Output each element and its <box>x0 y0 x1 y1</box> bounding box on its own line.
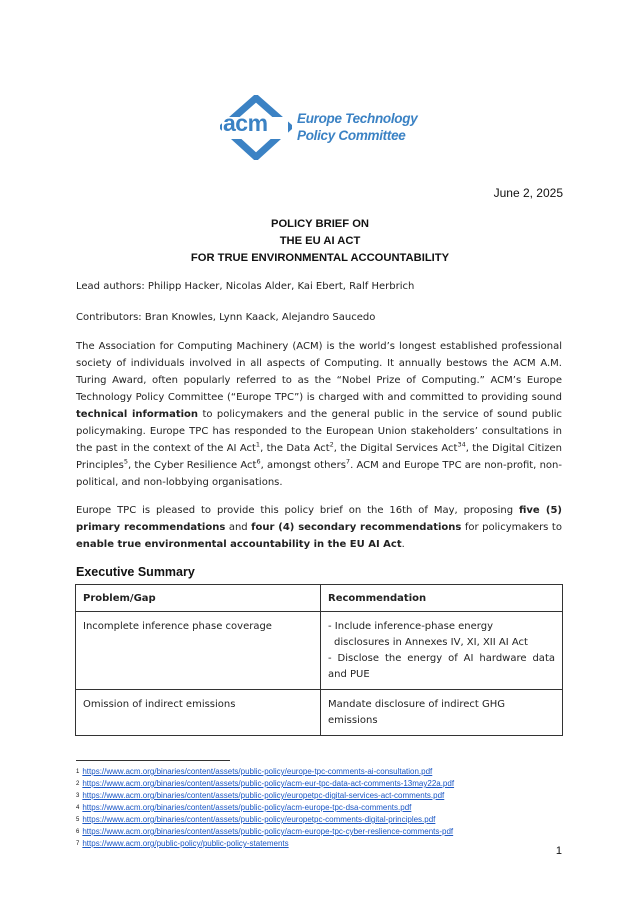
table-row <box>76 612 563 690</box>
title-line-1: POLICY BRIEF ON <box>270 218 369 230</box>
logo-committee-name <box>297 110 417 144</box>
recommendation-cell: Mandate disclosure of indirect GHG emissions <box>321 690 563 736</box>
footnote-item <box>76 790 454 802</box>
footnote-item <box>76 766 454 778</box>
logo-acm-text: acm <box>223 110 268 136</box>
footnote-link[interactable]: https://www.acm.org/binaries/content/assets/public-policy/europetpc-comments-digital-principles.pdf <box>82 815 436 824</box>
footnote-link[interactable]: https://www.acm.org/binaries/content/assets/public-policy/europe-tpc-comments-ai-consultation.pdf <box>82 767 433 776</box>
footnote-ref-5: 5 <box>123 457 128 466</box>
intro-text-2: to policymakers and the general public in the service of sound public policymaking. Europe TPC has responded to the European Union stakeholders’ consultations in the past in the context of the AI Act <box>76 409 563 454</box>
recommendation-line: disclosures in Annexes IV, XI, XII AI Act <box>334 637 528 648</box>
footnote-number: 6 <box>76 829 80 835</box>
intro-text-6: , the Cyber Resilience Act <box>128 460 257 471</box>
problem-cell: Omission of indirect emissions <box>76 690 321 736</box>
footnote-number: 4 <box>76 805 80 811</box>
intro-text-5: , the Digital Citizen Principles <box>76 443 562 471</box>
footnote-item <box>76 802 454 814</box>
executive-summary-heading: Executive Summary <box>76 565 195 579</box>
footnote-link[interactable]: https://www.acm.org/binaries/content/assets/public-policy/europetpc-digital-services-act-comments.pdf <box>82 791 445 800</box>
purpose-text-4: . <box>401 539 405 550</box>
footnote-item <box>76 838 454 850</box>
footnote-ref-7: 7 <box>345 457 351 466</box>
footnote-link[interactable]: https://www.acm.org/public-policy/public-policy-statements <box>82 839 289 848</box>
header-problem-gap: Problem/Gap <box>76 585 321 612</box>
footnote-item <box>76 826 454 838</box>
purpose-paragraph <box>76 502 562 553</box>
page-number: 1 <box>555 845 562 857</box>
title-line-3: FOR TRUE ENVIRONMENTAL ACCOUNTABILITY <box>190 252 450 264</box>
acm-europe-tpc-logo <box>220 95 420 160</box>
document-title <box>0 216 640 267</box>
purpose-text-2: and <box>228 522 248 533</box>
footnote-number: 2 <box>76 781 80 787</box>
footnote-ref-34: 34 <box>457 440 466 449</box>
purpose-text-1: Europe TPC is pleased to provide this policy brief on the 16th of May, proposing <box>76 505 514 516</box>
table-header-row <box>76 585 563 612</box>
recommendation-line: - Disclose the energy of AI hardware data and PUE <box>328 653 555 680</box>
footnotes <box>76 766 454 850</box>
recommendation-cell <box>321 612 563 690</box>
intro-paragraph <box>76 338 562 491</box>
footnote-link[interactable]: https://www.acm.org/binaries/content/assets/public-policy/acm-eur-tpc-data-act-comments-13may22a.pdf <box>82 779 455 788</box>
intro-text-1: The Association for Computing Machinery (ACM) is the world’s longest established professional society of individuals involved in all aspects of Computing. It annually bestows the ACM A.M. Turing Award, often popularly referred to as the “Nobel Prize of Computing.” ACM’s Europe Technology Policy Committee (“Europe TPC”) is charged with and committed to providing sound <box>76 341 562 403</box>
logo-line-2: Policy Committee <box>297 128 406 143</box>
footnote-number: 1 <box>76 769 80 775</box>
purpose-bold-secondary: four (4) secondary recommendations <box>251 522 462 533</box>
purpose-text-3: for policymakers to <box>464 522 562 533</box>
purpose-bold-primary: five (5) primary recommendations <box>76 505 563 533</box>
table-row <box>76 690 563 736</box>
footnote-divider <box>76 760 230 761</box>
logo-line-1: Europe Technology <box>297 111 418 126</box>
footnote-ref-6: 6 <box>256 457 261 466</box>
footnote-number: 7 <box>76 841 80 847</box>
executive-summary-table <box>75 584 563 736</box>
recommendation-line: - Include inference-phase energy <box>328 621 493 632</box>
footnote-ref-1: 1 <box>255 440 261 449</box>
footnote-number: 5 <box>76 817 80 823</box>
intro-text-8: . ACM and Europe TPC are non-profit, non-political, and non-lobbying organisations. <box>76 460 562 488</box>
problem-cell: Incomplete inference phase coverage <box>76 612 321 690</box>
purpose-bold-goal: enable true environmental accountability in the EU AI Act <box>76 539 402 550</box>
contributors: Contributors: Bran Knowles, Lynn Kaack, Alejandro Saucedo <box>76 312 376 323</box>
intro-bold-technical-information: technical information <box>76 409 199 420</box>
document-date: June 2, 2025 <box>493 186 563 200</box>
lead-authors: Lead authors: Philipp Hacker, Nicolas Alder, Kai Ebert, Ralf Herbrich <box>76 281 415 292</box>
footnote-ref-2: 2 <box>329 440 334 449</box>
title-line-2: THE EU AI ACT <box>279 235 361 247</box>
footnote-number: 3 <box>76 793 80 799</box>
footnote-link[interactable]: https://www.acm.org/binaries/content/assets/public-policy/acm-europe-tpc-dsa-comments.pdf <box>82 803 412 812</box>
footnote-item <box>76 778 454 790</box>
footnote-item <box>76 814 454 826</box>
footnote-link[interactable]: https://www.acm.org/binaries/content/assets/public-policy/acm-europe-tpc-cyber-reslience-comments-pdf <box>82 827 454 836</box>
intro-text-4: , the Digital Services Act <box>333 443 458 454</box>
intro-text-3: , the Data Act <box>260 443 330 454</box>
intro-text-7: , amongst others <box>260 460 346 471</box>
header-recommendation: Recommendation <box>321 585 563 612</box>
